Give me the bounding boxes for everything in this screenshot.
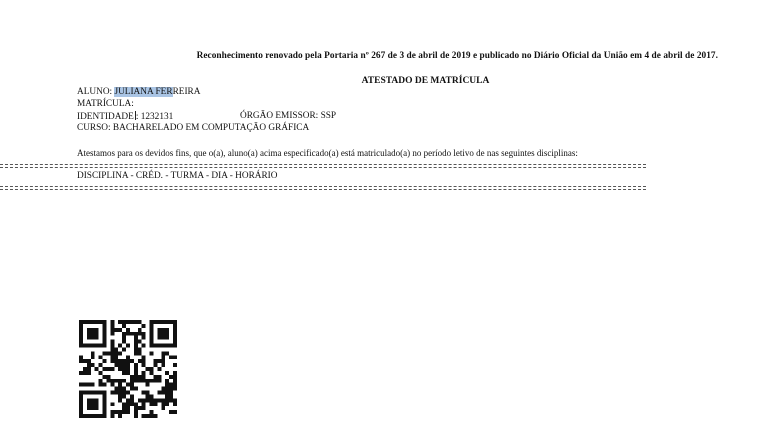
qr-module	[142, 402, 146, 406]
qr-module	[153, 379, 157, 383]
qr-module	[110, 344, 114, 348]
qr-module	[122, 340, 126, 344]
qr-module	[122, 371, 126, 375]
qr-module	[142, 363, 146, 367]
qr-module	[146, 394, 150, 398]
qr-module	[157, 375, 161, 379]
qr-module	[91, 383, 95, 387]
qr-module	[110, 332, 114, 336]
qr-module	[110, 351, 114, 355]
divider-top-1	[0, 164, 646, 165]
qr-module	[134, 379, 138, 383]
qr-module	[169, 398, 173, 402]
qr-module	[161, 355, 165, 359]
student-name-rest: REIRA	[172, 87, 201, 97]
qr-module	[134, 375, 138, 379]
qr-module	[103, 351, 107, 355]
qr-module	[165, 351, 169, 355]
qr-module	[142, 344, 146, 348]
qr-module	[134, 351, 138, 355]
qr-module	[161, 363, 165, 367]
qr-module	[110, 379, 114, 383]
qr-module	[142, 332, 146, 336]
qr-module	[146, 383, 150, 387]
qr-module	[118, 351, 122, 355]
qr-module	[165, 387, 169, 391]
qr-module	[130, 383, 134, 387]
qr-module	[114, 363, 118, 367]
qr-module	[103, 367, 107, 371]
qr-module	[142, 406, 146, 410]
qr-module	[95, 367, 99, 371]
qr-module	[130, 394, 134, 398]
qr-module	[150, 351, 154, 355]
qr-module	[134, 387, 138, 391]
identity-line[interactable]	[77, 111, 173, 122]
qr-module	[150, 398, 154, 402]
qr-module	[126, 371, 130, 375]
qr-module	[142, 355, 146, 359]
qr-module	[161, 351, 165, 355]
qr-module	[91, 355, 95, 359]
qr-module	[110, 347, 114, 351]
qr-module	[165, 379, 169, 383]
qr-module	[110, 340, 114, 344]
qr-module	[134, 332, 138, 336]
qr-module	[138, 332, 142, 336]
qr-module	[118, 410, 122, 414]
qr-module	[106, 367, 110, 371]
qr-module	[142, 398, 146, 402]
qr-module	[130, 379, 134, 383]
qr-module	[110, 320, 114, 324]
qr-module	[126, 344, 130, 348]
selected-text[interactable]: JULIANA FER	[114, 87, 173, 97]
qr-module	[126, 406, 130, 410]
qr-module	[161, 391, 165, 395]
qr-module	[161, 359, 165, 363]
qr-module	[122, 347, 126, 351]
qr-module	[99, 363, 103, 367]
qr-module	[153, 359, 157, 363]
qr-module	[118, 383, 122, 387]
qr-module	[110, 328, 114, 332]
qr-module	[126, 383, 130, 387]
qr-module	[110, 355, 114, 359]
qr-module	[138, 320, 142, 324]
qr-module	[134, 371, 138, 375]
enrollment-line	[77, 99, 134, 109]
qr-module	[126, 363, 130, 367]
qr-module	[173, 379, 177, 383]
qr-module	[103, 359, 107, 363]
qr-module	[122, 359, 126, 363]
qr-module	[173, 383, 177, 387]
qr-module	[87, 359, 91, 363]
qr-module	[122, 379, 126, 383]
qr-module	[130, 387, 134, 391]
issuing-agency: ÓRGÃO EMISSOR: SSP	[240, 111, 337, 121]
qr-module	[118, 398, 122, 402]
qr-module	[114, 410, 118, 414]
qr-module	[157, 379, 161, 383]
document-title: ATESTADO DE MATRÍCULA	[361, 76, 490, 86]
qr-module	[118, 387, 122, 391]
qr-module	[153, 414, 157, 418]
qr-module	[150, 414, 154, 418]
qr-module	[79, 383, 83, 387]
divider-top-2	[0, 167, 646, 168]
qr-module	[153, 363, 157, 367]
qr-module	[142, 391, 146, 395]
qr-module	[122, 402, 126, 406]
qr-module	[138, 398, 142, 402]
qr-module	[173, 375, 177, 379]
qr-module	[169, 387, 173, 391]
qr-module	[87, 363, 91, 367]
identity-label: IDENTIDADE	[77, 112, 134, 122]
qr-module	[134, 363, 138, 367]
qr-module	[126, 355, 130, 359]
qr-module	[134, 336, 138, 340]
qr-module	[118, 344, 122, 348]
qr-code-icon	[79, 320, 177, 418]
identity-value: : 1232131	[135, 112, 174, 122]
qr-module	[122, 394, 126, 398]
qr-module	[106, 379, 110, 383]
qr-module	[142, 359, 146, 363]
qr-module	[122, 406, 126, 410]
qr-module	[114, 391, 118, 395]
qr-module	[122, 324, 126, 328]
qr-module	[150, 379, 154, 383]
qr-module	[114, 359, 118, 363]
qr-module	[134, 406, 138, 410]
qr-module	[130, 359, 134, 363]
qr-module	[110, 414, 114, 418]
qr-module	[161, 402, 165, 406]
qr-module	[122, 391, 126, 395]
qr-module	[118, 379, 122, 383]
qr-module	[173, 402, 177, 406]
qr-module	[134, 402, 138, 406]
qr-module	[83, 371, 87, 375]
qr-module	[110, 359, 114, 363]
qr-module	[173, 398, 177, 402]
qr-module	[110, 324, 114, 328]
qr-module	[165, 391, 169, 395]
qr-module	[110, 367, 114, 371]
qr-module	[150, 367, 154, 371]
qr-module	[173, 363, 177, 367]
qr-module	[173, 410, 177, 414]
course-line: CURSO: BACHARELADO EM COMPUTAÇÃO GRÁFICA	[77, 123, 310, 133]
qr-module	[157, 367, 161, 371]
qr-module	[110, 410, 114, 414]
qr-module	[106, 375, 110, 379]
qr-module	[118, 320, 122, 324]
qr-module	[138, 379, 142, 383]
qr-module	[138, 340, 142, 344]
qr-module	[138, 351, 142, 355]
qr-module	[130, 332, 134, 336]
qr-module	[114, 355, 118, 359]
qr-module	[83, 383, 87, 387]
qr-module	[99, 383, 103, 387]
student-name-line[interactable]	[77, 87, 200, 97]
qr-module	[110, 391, 114, 395]
qr-module	[118, 328, 122, 332]
qr-module	[138, 328, 142, 332]
qr-module	[157, 391, 161, 395]
qr-module	[134, 347, 138, 351]
qr-module	[103, 383, 107, 387]
qr-module	[126, 402, 130, 406]
qr-module	[99, 371, 103, 375]
qr-module	[122, 367, 126, 371]
qr-module	[83, 367, 87, 371]
qr-module	[134, 414, 138, 418]
qr-module	[79, 355, 83, 359]
qr-module	[83, 359, 87, 363]
qr-module	[79, 359, 83, 363]
qr-module	[142, 324, 146, 328]
qr-module	[150, 371, 154, 375]
qr-module	[138, 359, 142, 363]
qr-module	[126, 320, 130, 324]
qr-module	[142, 375, 146, 379]
qr-module	[165, 383, 169, 387]
qr-module	[122, 363, 126, 367]
qr-module	[114, 379, 118, 383]
qr-module	[122, 387, 126, 391]
qr-module	[87, 371, 91, 375]
qr-module	[130, 375, 134, 379]
qr-module	[134, 320, 138, 324]
qr-module	[161, 406, 165, 410]
qr-module	[126, 328, 130, 332]
qr-module	[142, 379, 146, 383]
qr-module	[157, 359, 161, 363]
qr-module	[118, 394, 122, 398]
qr-module	[91, 363, 95, 367]
qr-module	[91, 351, 95, 355]
qr-module	[87, 367, 91, 371]
qr-module	[150, 410, 154, 414]
qr-module	[118, 414, 122, 418]
qr-module	[153, 402, 157, 406]
recognition-note: Reconhecimento renovado pela Portaria nº 267 de 3 de abril de 2019 e publicado no Diário Oficial da União em 4 de abril de 2017.	[196, 51, 718, 61]
qr-module	[118, 359, 122, 363]
qr-module	[122, 410, 126, 414]
qr-module	[169, 375, 173, 379]
qr-module	[142, 371, 146, 375]
enrollment-label: MATRÍCULA:	[77, 99, 134, 109]
qr-module	[173, 387, 177, 391]
qr-module	[87, 383, 91, 387]
qr-module	[146, 379, 150, 383]
qr-module	[150, 402, 154, 406]
student-label: ALUNO:	[77, 87, 115, 97]
qr-module	[99, 379, 103, 383]
qr-module	[138, 375, 142, 379]
qr-module	[118, 391, 122, 395]
qr-module	[103, 375, 107, 379]
qr-module	[126, 391, 130, 395]
qr-module	[153, 398, 157, 402]
qr-module	[173, 355, 177, 359]
qr-module	[99, 355, 103, 359]
qr-module	[118, 363, 122, 367]
divider-bottom-2	[0, 189, 646, 190]
qr-module	[146, 391, 150, 395]
qr-module	[106, 351, 110, 355]
qr-module	[110, 383, 114, 387]
qr-module	[134, 367, 138, 371]
qr-module	[165, 371, 169, 375]
qr-module	[134, 410, 138, 414]
qr-module	[142, 414, 146, 418]
qr-module	[157, 398, 161, 402]
qr-module	[130, 320, 134, 324]
qr-module	[126, 398, 130, 402]
qr-module	[173, 371, 177, 375]
divider-bottom-1	[0, 186, 646, 187]
qr-module	[126, 359, 130, 363]
qr-module	[165, 398, 169, 402]
qr-module	[118, 367, 122, 371]
qr-module	[114, 351, 118, 355]
qr-module	[165, 394, 169, 398]
qr-module	[169, 394, 173, 398]
qr-module	[122, 336, 126, 340]
qr-module	[138, 406, 142, 410]
qr-module	[146, 367, 150, 371]
qr-module	[126, 332, 130, 336]
qr-module	[79, 371, 83, 375]
qr-module	[146, 398, 150, 402]
qr-module	[161, 387, 165, 391]
attestation-statement: Atestamos para os devidos fins, que o(a), aluno(a) acima especificado(a) está matriculado(a) no período letivo de nas seguintes disciplinas:	[77, 148, 578, 158]
qr-module	[114, 347, 118, 351]
qr-module	[114, 328, 118, 332]
qr-module	[110, 402, 114, 406]
qr-module	[153, 375, 157, 379]
qr-module	[126, 367, 130, 371]
qr-module	[134, 344, 138, 348]
qr-module	[169, 391, 173, 395]
qr-module	[146, 414, 150, 418]
qr-module	[150, 394, 154, 398]
qr-module	[134, 340, 138, 344]
qr-module	[138, 347, 142, 351]
qr-module	[130, 402, 134, 406]
disciplines-table-header: DISCIPLINA - CRÉD. - TURMA - DIA - HORÁRIO	[77, 171, 278, 181]
qr-module	[122, 320, 126, 324]
qr-module	[165, 402, 169, 406]
qr-module	[161, 398, 165, 402]
qr-module	[142, 336, 146, 340]
qr-module	[169, 355, 173, 359]
qr-module	[114, 387, 118, 391]
qr-module	[130, 398, 134, 402]
qr-module	[126, 410, 130, 414]
qr-module	[169, 383, 173, 387]
qr-module	[169, 410, 173, 414]
qr-module	[122, 332, 126, 336]
